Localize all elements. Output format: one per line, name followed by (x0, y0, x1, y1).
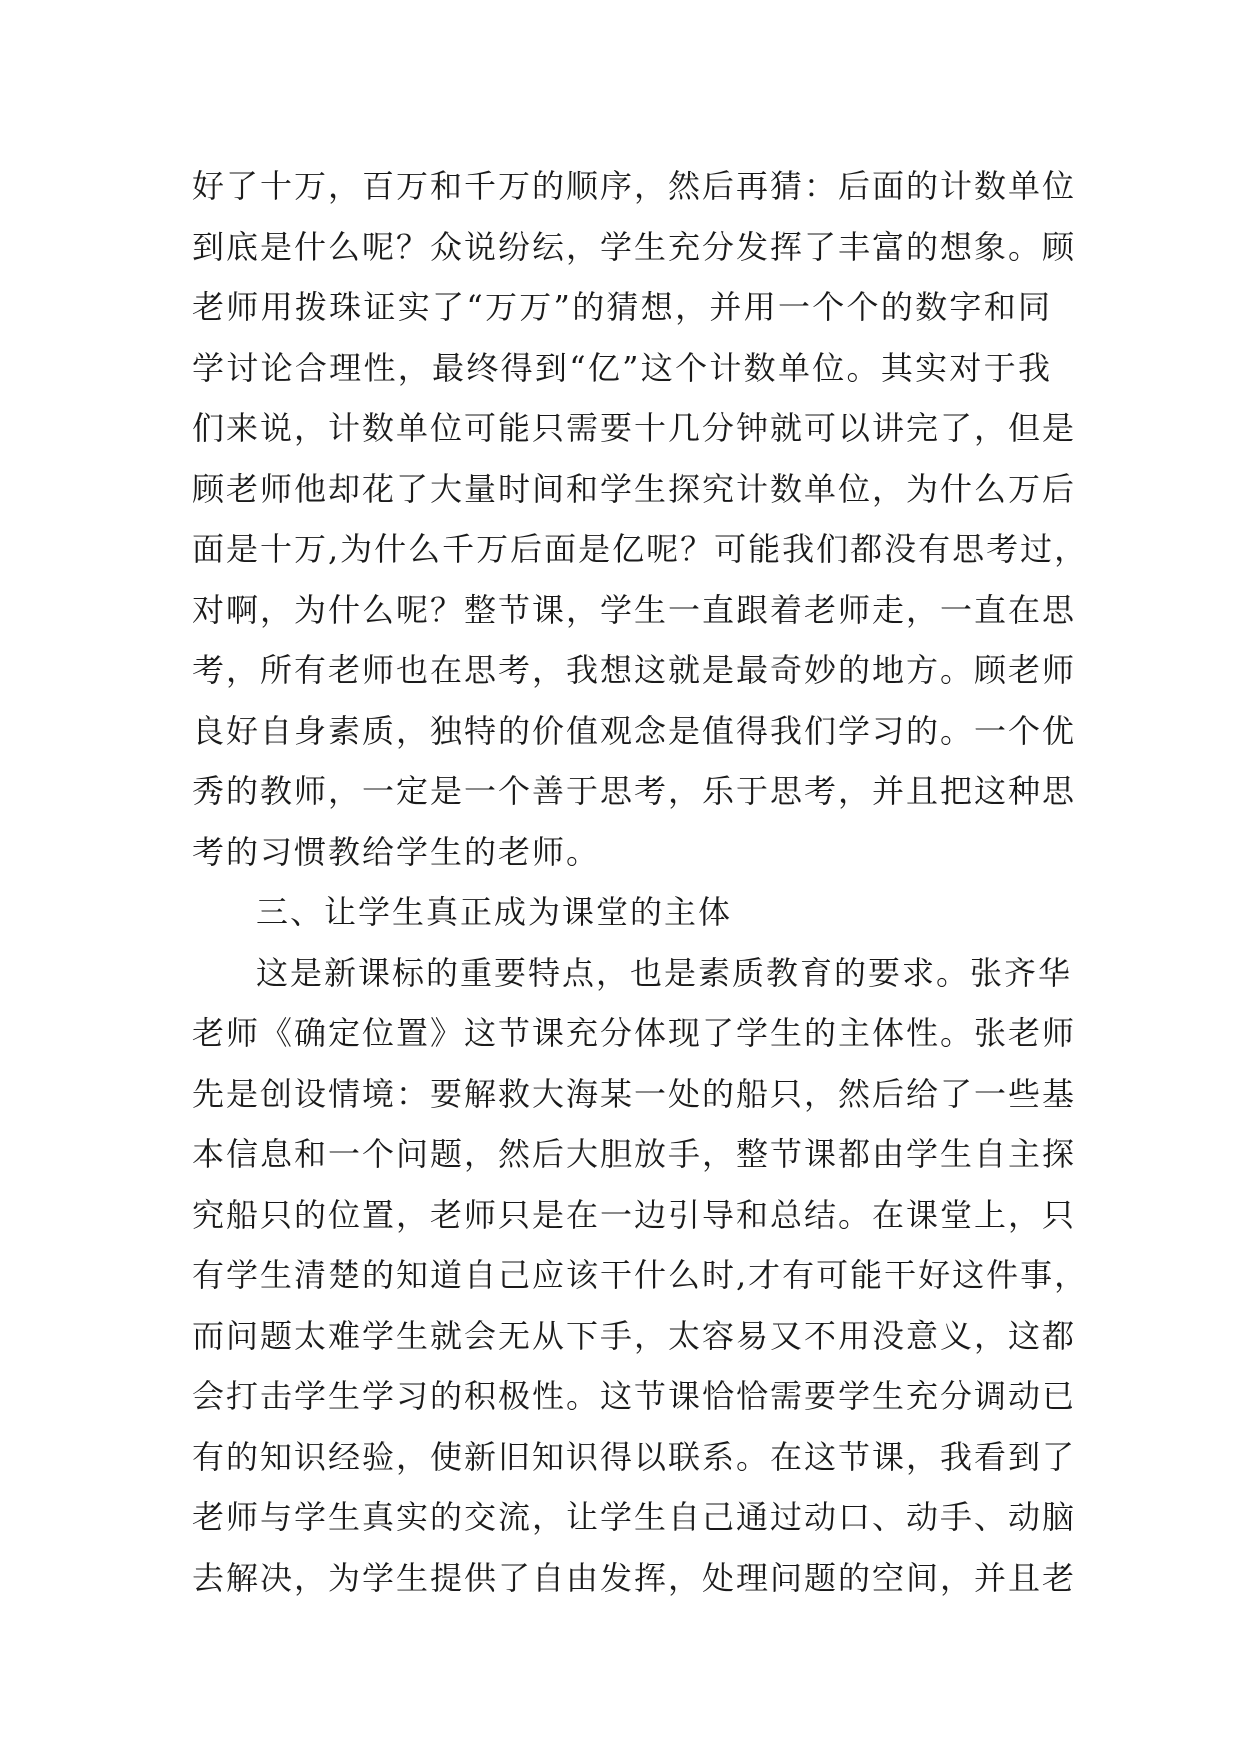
text-line: 有的知识经验，使新旧知识得以联系。在这节课，我看到了 (192, 1437, 1077, 1476)
text-line: 本信息和一个问题，然后大胆放手，整节课都由学生自主探 (192, 1135, 1077, 1173)
text-line: 对啊，为什么呢？整节课，学生一直跟着老师走，一直在思 (192, 590, 1077, 629)
section-heading: 三、让学生真正成为课堂的主体 (256, 893, 733, 931)
text-line: 而问题太难学生就会无从下手，太容易又不用没意义，这都 (192, 1316, 1077, 1355)
text-line: 好了十万，百万和千万的顺序，然后再猜：后面的计数单位 (192, 167, 1077, 205)
text-line: 老师与学生真实的交流，让学生自己通过动口、动手、动脑 (192, 1498, 1077, 1536)
text-line: 顾老师他却花了大量时间和学生探究计数单位，为什么万后 (192, 469, 1077, 508)
text-line: 秀的教师，一定是一个善于思考，乐于思考，并且把这种思 (192, 772, 1077, 810)
text-line: 面是十万,为什么千万后面是亿呢？可能我们都没有思考过， (192, 530, 1089, 568)
text-line: 有学生清楚的知道自己应该干什么时,才有可能干好这件事， (192, 1256, 1089, 1294)
text-line: 会打击学生学习的积极性。这节课恰恰需要学生充分调动已 (192, 1377, 1077, 1415)
paragraph-first-line: 这是新课标的重要特点，也是素质教育的要求。张齐华 (256, 953, 1073, 992)
text-line: 先是创设情境：要解救大海某一处的船只，然后给了一些基 (192, 1074, 1077, 1113)
paragraph-end-line: 考的习惯教给学生的老师。 (192, 832, 601, 871)
text-line: 们来说，计数单位可能只需要十几分钟就可以讲完了，但是 (192, 409, 1077, 447)
text-line: 良好自身素质，独特的价值观念是值得我们学习的。一个优 (192, 711, 1077, 750)
text-line: 去解决，为学生提供了自由发挥，处理问题的空间，并且老 (192, 1558, 1077, 1597)
text-line: 学讨论合理性，最终得到“亿”这个计数单位。其实对于我 (192, 348, 1052, 387)
text-line: 老师用拨珠证实了“万万”的猜想，并用一个个的数字和同 (192, 288, 1052, 326)
text-line: 究船只的位置，老师只是在一边引导和总结。在课堂上，只 (192, 1195, 1077, 1234)
text-line: 到底是什么呢？众说纷纭，学生充分发挥了丰富的想象。顾 (192, 227, 1077, 266)
text-line: 老师《确定位置》这节课充分体现了学生的主体性。张老师 (192, 1014, 1077, 1052)
text-line: 考，所有老师也在思考，我想这就是最奇妙的地方。顾老师 (192, 651, 1077, 689)
document-body (192, 156, 1089, 1608)
